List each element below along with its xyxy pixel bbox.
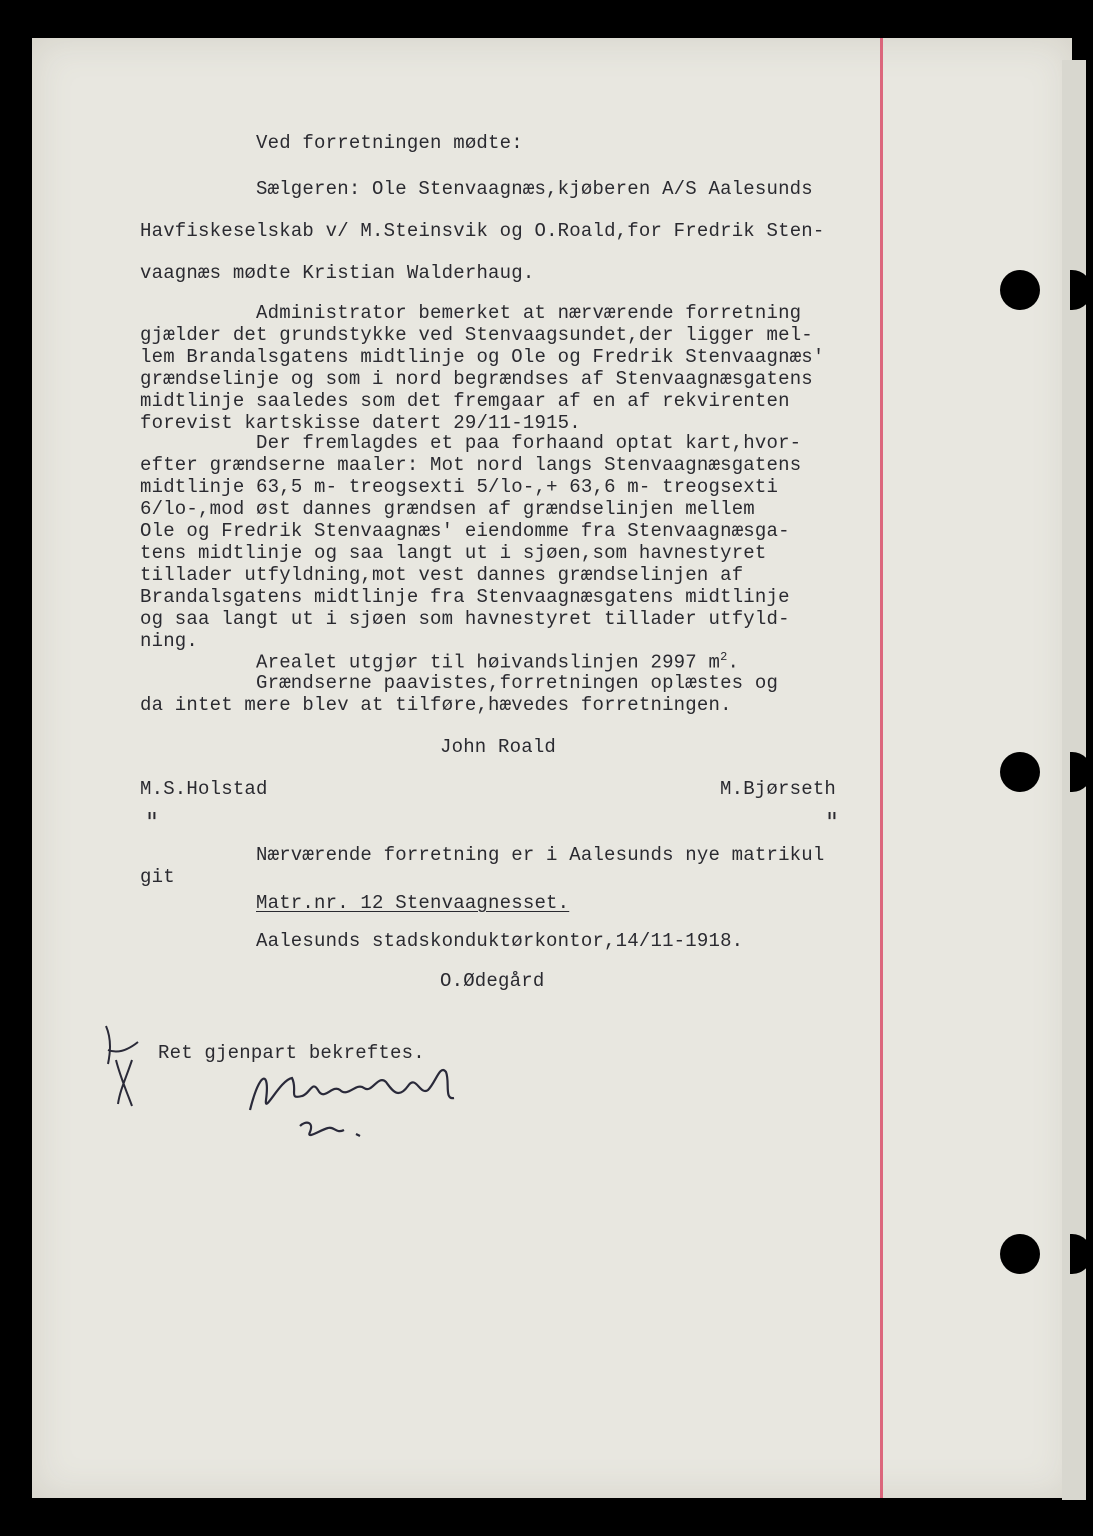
para1-line: vaagnæs mødte Kristian Walderhaug.	[140, 262, 535, 284]
area-line	[256, 650, 739, 673]
handwritten-initials-mark	[98, 1020, 148, 1110]
punch-hole-middle	[1000, 752, 1040, 792]
signer-left: M.S.Holstad	[140, 778, 268, 800]
para2-line: midtlinje saaledes som det fremgaar af en af rekvirenten	[140, 390, 790, 412]
heading: Ved forretningen mødte:	[256, 132, 523, 154]
para3-line: tens midtlinje og saa langt ut i sjøen,som havnestyret	[140, 542, 767, 564]
signer-center: John Roald	[440, 736, 557, 758]
matrikul-git: git	[140, 866, 175, 888]
para3-line: Ole og Fredrik Stenvaagnæs' eiendomme fra Stenvaagnæsga-	[140, 520, 790, 542]
punch-hole-strip-top	[1070, 270, 1092, 310]
para2-line: grændselinje og som i nord begrændses af Stenvaagnæsgatens	[140, 368, 813, 390]
punch-hole-bottom	[1000, 1234, 1040, 1274]
office-signer: O.Ødegård	[440, 970, 545, 992]
punch-hole-strip-middle	[1070, 752, 1092, 792]
para1-line: Havfiskeselskab v/ M.Steinsvik og O.Roald,for Fredrik Sten-	[140, 220, 825, 242]
para2-line: Administrator bemerket at nærværende forretning	[256, 302, 802, 324]
para2-line: gjælder det grundstykke ved Stenvaagsundet,der ligger mel-	[140, 324, 813, 346]
para1-line: Sælgeren: Ole Stenvaagnæs,kjøberen A/S Aalesunds	[256, 178, 813, 200]
para3-line: midtlinje 63,5 m- treogsexti 5/lo-,+ 63,6 m- treogsexti	[140, 476, 779, 498]
para3-line: Brandalsgatens midtlinje fra Stenvaagnæsgatens midtlinje	[140, 586, 790, 608]
para3-line: 6/lo-,mod øst dannes grændsen af grændselinjen mellem	[140, 498, 755, 520]
para3-line: tillader utfyldning,mot vest dannes grændselinjen af	[140, 564, 744, 586]
matr-nr: Matr.nr. 12 Stenvaagnesset.	[256, 892, 570, 914]
area-text: Arealet utgjør til høivandslinjen 2997 m	[256, 651, 721, 674]
area-end: .	[727, 651, 740, 674]
para4-line: da intet mere blev at tilføre,hævedes forretningen.	[140, 694, 732, 716]
red-margin-line	[880, 38, 883, 1498]
para3-line: ning.	[140, 630, 199, 652]
handwritten-signature	[240, 1060, 480, 1150]
punch-hole-strip-bottom	[1070, 1234, 1092, 1274]
confirm-line: Ret gjenpart bekreftes.	[158, 1042, 425, 1064]
document-sheet	[32, 38, 1072, 1498]
matrikul-line: Nærværende forretning er i Aalesunds nye matrikul	[256, 844, 825, 866]
office-line: Aalesunds stadskonduktørkontor,14/11-1918.	[256, 930, 744, 952]
para4-line: Grændserne paavistes,forretningen oplæstes og	[256, 672, 779, 694]
para2-line: lem Brandalsgatens midtlinje og Ole og Fredrik Stenvaagnæs'	[140, 346, 825, 368]
para3-line: og saa langt ut i sjøen som havnestyret tillader utfyld-	[140, 608, 790, 630]
para3-line: efter grændserne maaler: Mot nord langs Stenvaagnæsgatens	[140, 454, 802, 476]
para3-line: Der fremlagdes et paa forhaand optat kart,hvor-	[256, 432, 802, 454]
area-superscript: 2	[720, 650, 728, 664]
ditto-right: "	[826, 808, 838, 838]
para2-line: forevist kartskisse datert 29/11-1915.	[140, 412, 581, 434]
ditto-left: "	[146, 808, 158, 838]
punch-hole-top	[1000, 270, 1040, 310]
signer-right: M.Bjørseth	[720, 778, 837, 800]
